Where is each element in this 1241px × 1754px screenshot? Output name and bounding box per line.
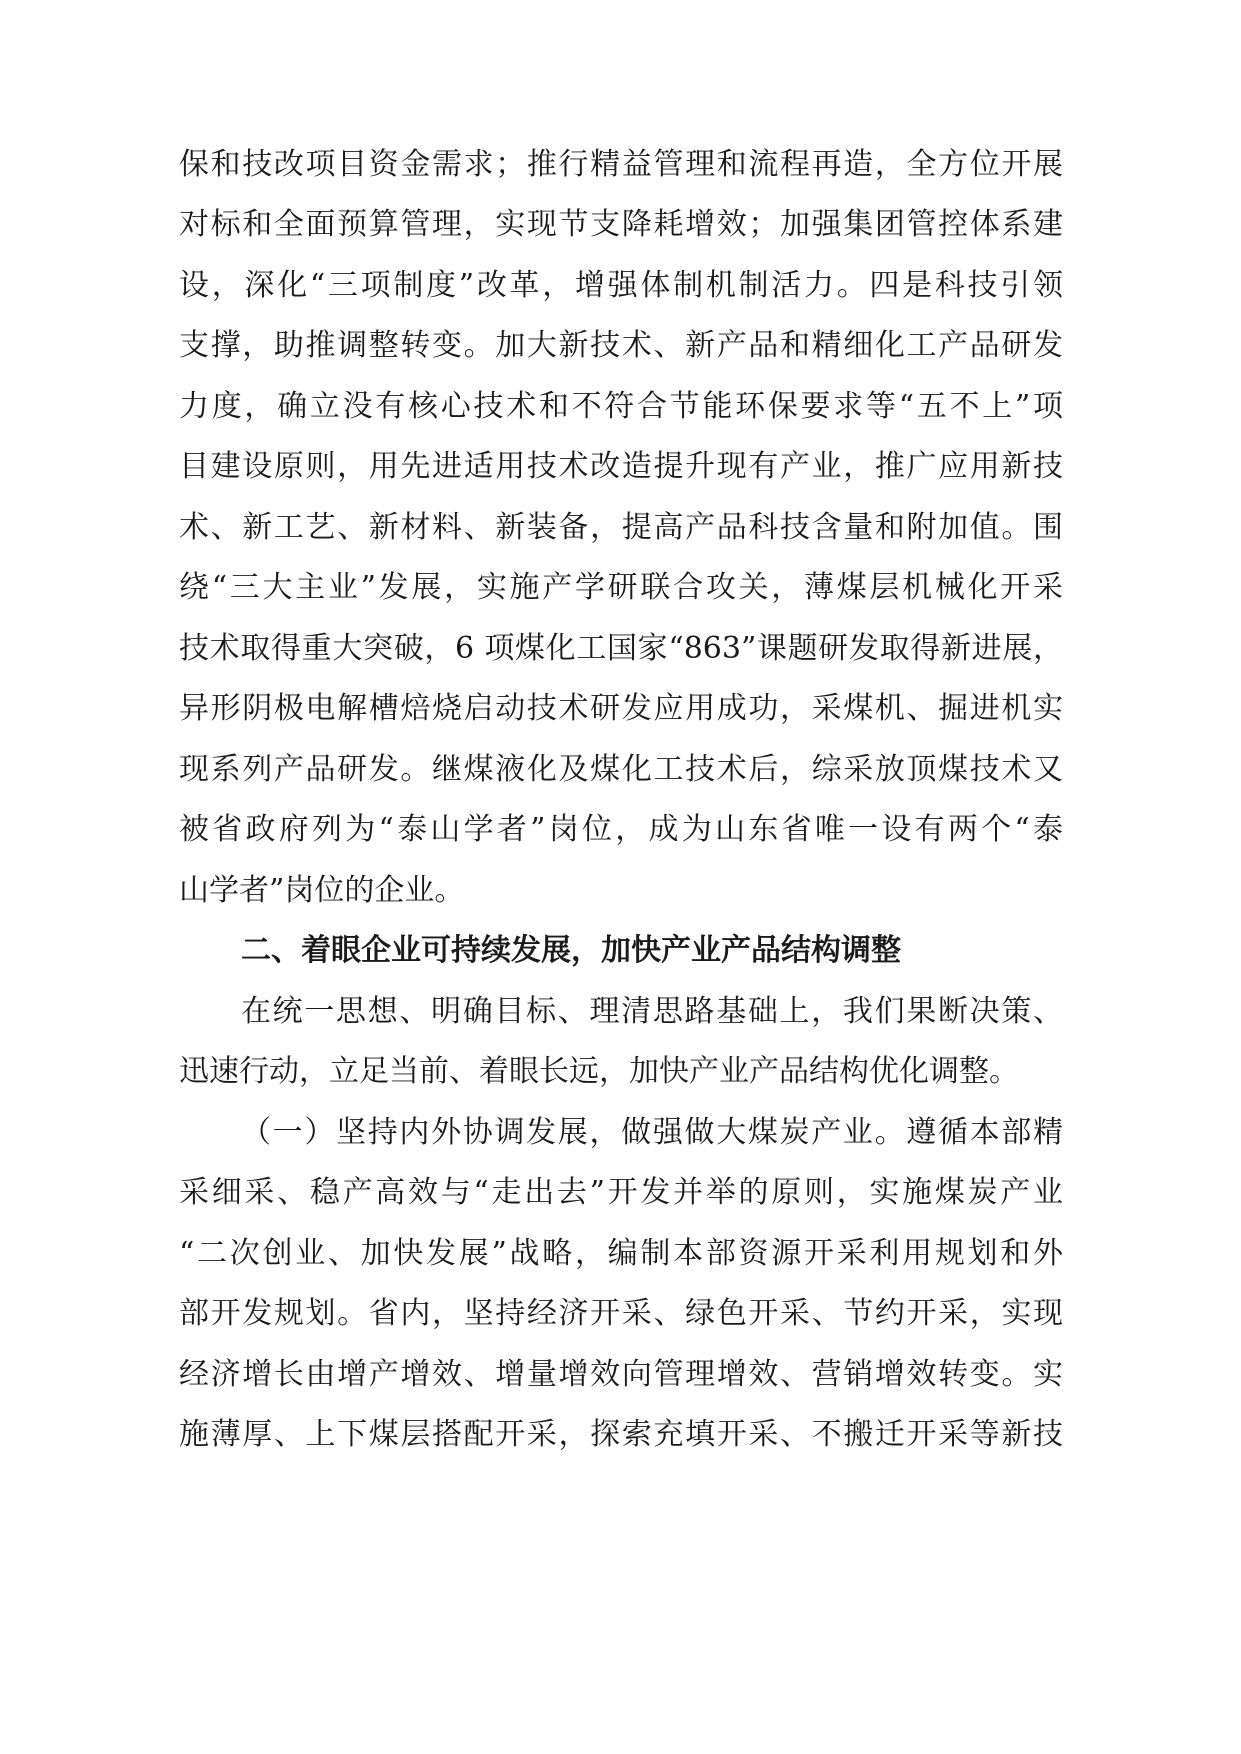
paragraph-line: 施薄厚、上下煤层搭配开采，探索充填开采、不搬迁开采等新技 xyxy=(179,1417,1063,1452)
paragraph-line: 对标和全面预算管理，实现节支降耗增效；加强集团管控体系建 xyxy=(179,207,1063,242)
paragraph-line: 山学者”岗位的企业。 xyxy=(179,873,465,908)
paragraph-line: 保和技改项目资金需求；推行精益管理和流程再造，全方位开展 xyxy=(179,147,1063,182)
section-heading: 二、着眼企业可持续发展，加快产业产品结构调整 xyxy=(241,933,901,968)
paragraph-line: 技术取得重大突破，6 项煤化工国家“863”课题研发取得新进展， xyxy=(179,631,1063,666)
paragraph-line: 绕“三大主业”发展，实施产学研联合攻关，薄煤层机械化开采 xyxy=(179,570,1063,605)
paragraph-line: 术、新工艺、新材料、新装备，提高产品科技含量和附加值。围 xyxy=(179,510,1063,545)
paragraph-line: 采细采、稳产高效与“走出去”开发并举的原则，实施煤炭产业 xyxy=(179,1175,1063,1210)
paragraph-line: 异形阴极电解槽焙烧启动技术研发应用成功，采煤机、掘进机实 xyxy=(179,691,1063,726)
paragraph-line: 在统一思想、明确目标、理清思路基础上，我们果断决策、 xyxy=(241,994,1063,1029)
subsection-line: （一）坚持内外协调发展，做强做大煤炭产业。遵循本部精 xyxy=(241,1115,1063,1150)
paragraph-line: 迅速行动，立足当前、着眼长远，加快产业产品结构优化调整。 xyxy=(179,1054,1019,1089)
paragraph-line: “二次创业、加快发展”战略，编制本部资源开采利用规划和外 xyxy=(179,1236,1063,1271)
paragraph-line: 经济增长由增产增效、增量增效向管理增效、营销增效转变。实 xyxy=(179,1357,1063,1392)
paragraph-line: 设，深化“三项制度”改革，增强体制机制活力。四是科技引领 xyxy=(179,268,1063,303)
paragraph-line: 被省政府列为“泰山学者”岗位，成为山东省唯一设有两个“泰 xyxy=(179,812,1063,847)
paragraph-line: 支撑，助推调整转变。加大新技术、新产品和精细化工产品研发 xyxy=(179,328,1063,363)
paragraph-line: 目建设原则，用先进适用技术改造提升现有产业，推广应用新技 xyxy=(179,449,1063,484)
paragraph-line: 现系列产品研发。继煤液化及煤化工技术后，综采放顶煤技术又 xyxy=(179,752,1063,787)
paragraph-line: 部开发规划。省内，坚持经济开采、绿色开采、节约开采，实现 xyxy=(179,1296,1063,1331)
paragraph-line: 力度，确立没有核心技术和不符合节能环保要求等“五不上”项 xyxy=(179,389,1063,424)
